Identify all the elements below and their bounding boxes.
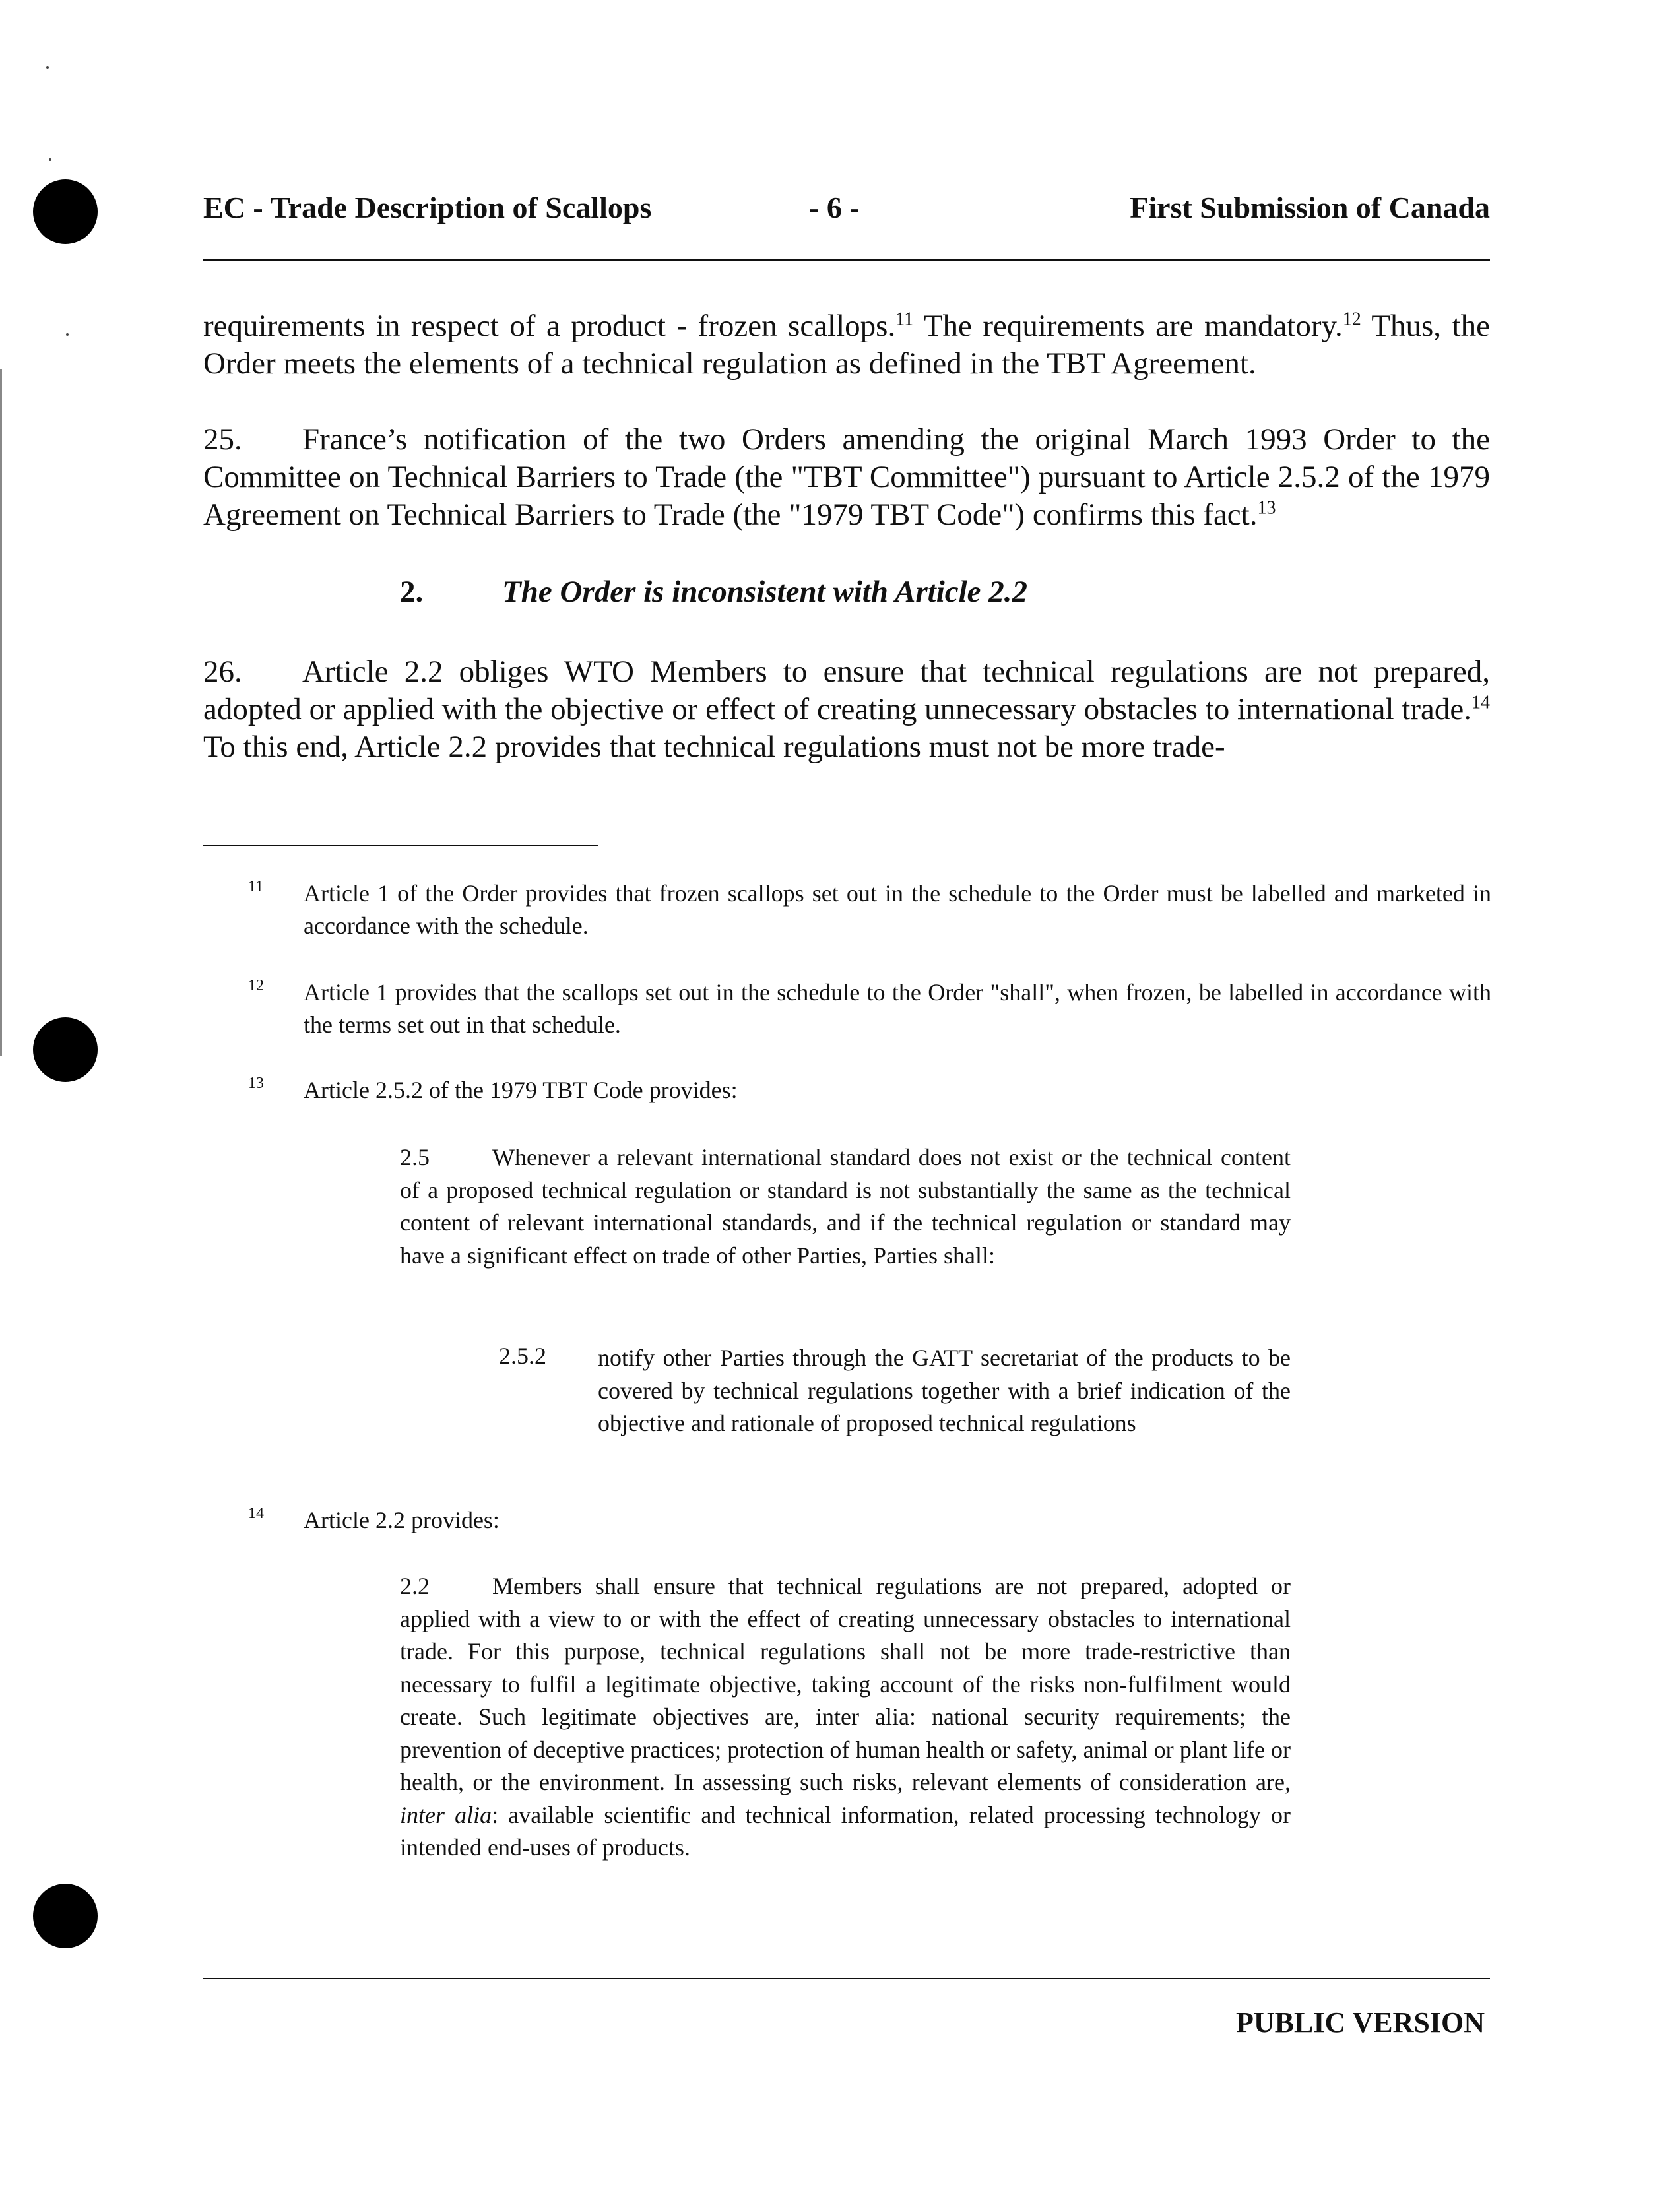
punch-hole-middle [33, 1017, 98, 1082]
section-heading [400, 574, 1027, 610]
paragraph-26 [203, 653, 1490, 766]
punch-hole-top [33, 179, 98, 244]
header-submission: First Submission of Canada [1130, 191, 1490, 224]
quoted-provision-2-5-2: notify other Parties through the GATT secretariat of the products to be covered by technical regulations together with a brief indication of the objective and rationale of proposed technical regulations [598, 1345, 1291, 1436]
provision-number: 2.2 [400, 1573, 430, 1599]
provision-number-2-5-2: 2.5.2 [499, 1343, 546, 1369]
footnote-ref-13: 13 [1257, 497, 1276, 519]
section-number: 2. [400, 575, 424, 609]
provision-text: Members shall ensure that technical regulations are not prepared, adopted or applied with a view to or with the effect of creating unnecessary obstacles to international trade. For this purpose, technical regulations shall not be more trade-restrictive than necessary to fulfil a legitimate objective, taking account of the risks non-fulfilment would create. Such legitimate objectives are, inter alia: national security requirements; the prevention of deceptive practices; protection of human health or safety, animal or plant life or health, or the environment. In assessing such risks, relevant elements of consideration are, [400, 1573, 1291, 1795]
scan-speck [66, 333, 69, 336]
paragraph-continuation [203, 307, 1490, 383]
paragraph-25 [203, 421, 1490, 534]
public-version-label: PUBLIC VERSION [1236, 2006, 1485, 2039]
provision-text: : available scientific and technical information, related processing technology or intended end-uses of products. [400, 1801, 1291, 1861]
paragraph-text: Article 2.2 obliges WTO Members to ensure that technical regulations are not prepared, adopted or applied with the objective or effect of creating unnecessary obstacles to international trade. [203, 654, 1490, 726]
paragraph-number: 26. [203, 654, 242, 689]
paragraph-number: 25. [203, 422, 242, 457]
footnote-text: Article 2.2 provides: [304, 1507, 500, 1533]
paragraph-text: requirements in respect of a product - frozen scallops. [203, 309, 896, 343]
paragraph-text: To this end, Article 2.2 provides that technical regulations must not be more trade- [203, 730, 1225, 764]
footnote-text: Article 2.5.2 of the 1979 TBT Code provides: [304, 1077, 738, 1103]
footnote-text: Article 1 of the Order provides that frozen scallops set out in the schedule to the Order must be labelled and marketed in accordance with the schedule. [304, 880, 1491, 939]
scan-speck [49, 158, 51, 161]
page-number: - 6 - [809, 191, 860, 224]
quoted-provision-2-2 [400, 1570, 1291, 1864]
footnote-ref-14: 14 [1471, 692, 1490, 713]
scan-edge-line [0, 369, 2, 1056]
paragraph-text: The requirements are mandatory. [913, 309, 1343, 343]
footnote-text: Article 1 provides that the scallops set out in the schedule to the Order "shall", when frozen, be labelled in accordance with the terms set out in that schedule. [304, 979, 1491, 1038]
section-title: The Order is inconsistent with Article 2.2 [502, 575, 1028, 609]
footnote-separator [203, 845, 598, 846]
punch-hole-bottom [33, 1884, 98, 1948]
provision-text: Whenever a relevant international standard does not exist or the technical content of a proposed technical regulation or standard is not substantially the same as the technical content of relevant international standards, and if the technical regulation or standard may have a significant effect on trade of other Parties, Parties shall: [400, 1144, 1291, 1269]
footnote-number: 13 [248, 1075, 264, 1092]
footnote-ref-12: 12 [1342, 309, 1361, 330]
footer-rule [203, 1978, 1490, 1979]
header-rule [203, 259, 1490, 261]
paragraph-text: France’s notification of the two Orders amending the original March 1993 Order to the Committee on Technical Barriers to Trade (the "TBT Committee") pursuant to Article 2.5.2 of the 1979 Agreement on Technical Barriers to Trade (the "1979 TBT Code") confirms this fact. [203, 422, 1490, 532]
header-title: EC - Trade Description of Scallops [203, 191, 652, 224]
provision-text-italic: inter alia [400, 1801, 492, 1828]
footnote-number: 11 [248, 878, 264, 895]
footnote-number: 14 [248, 1505, 264, 1522]
scan-speck [46, 66, 49, 69]
footnote-ref-11: 11 [895, 309, 914, 330]
provision-number: 2.5 [400, 1144, 430, 1170]
running-header [203, 190, 1490, 236]
footnote-number: 12 [248, 977, 264, 994]
quoted-provision-2-5 [400, 1141, 1291, 1272]
paragraph-text: Thus, the Order meets the elements of a technical regulation as defined in the TBT Agreement. [203, 309, 1490, 381]
